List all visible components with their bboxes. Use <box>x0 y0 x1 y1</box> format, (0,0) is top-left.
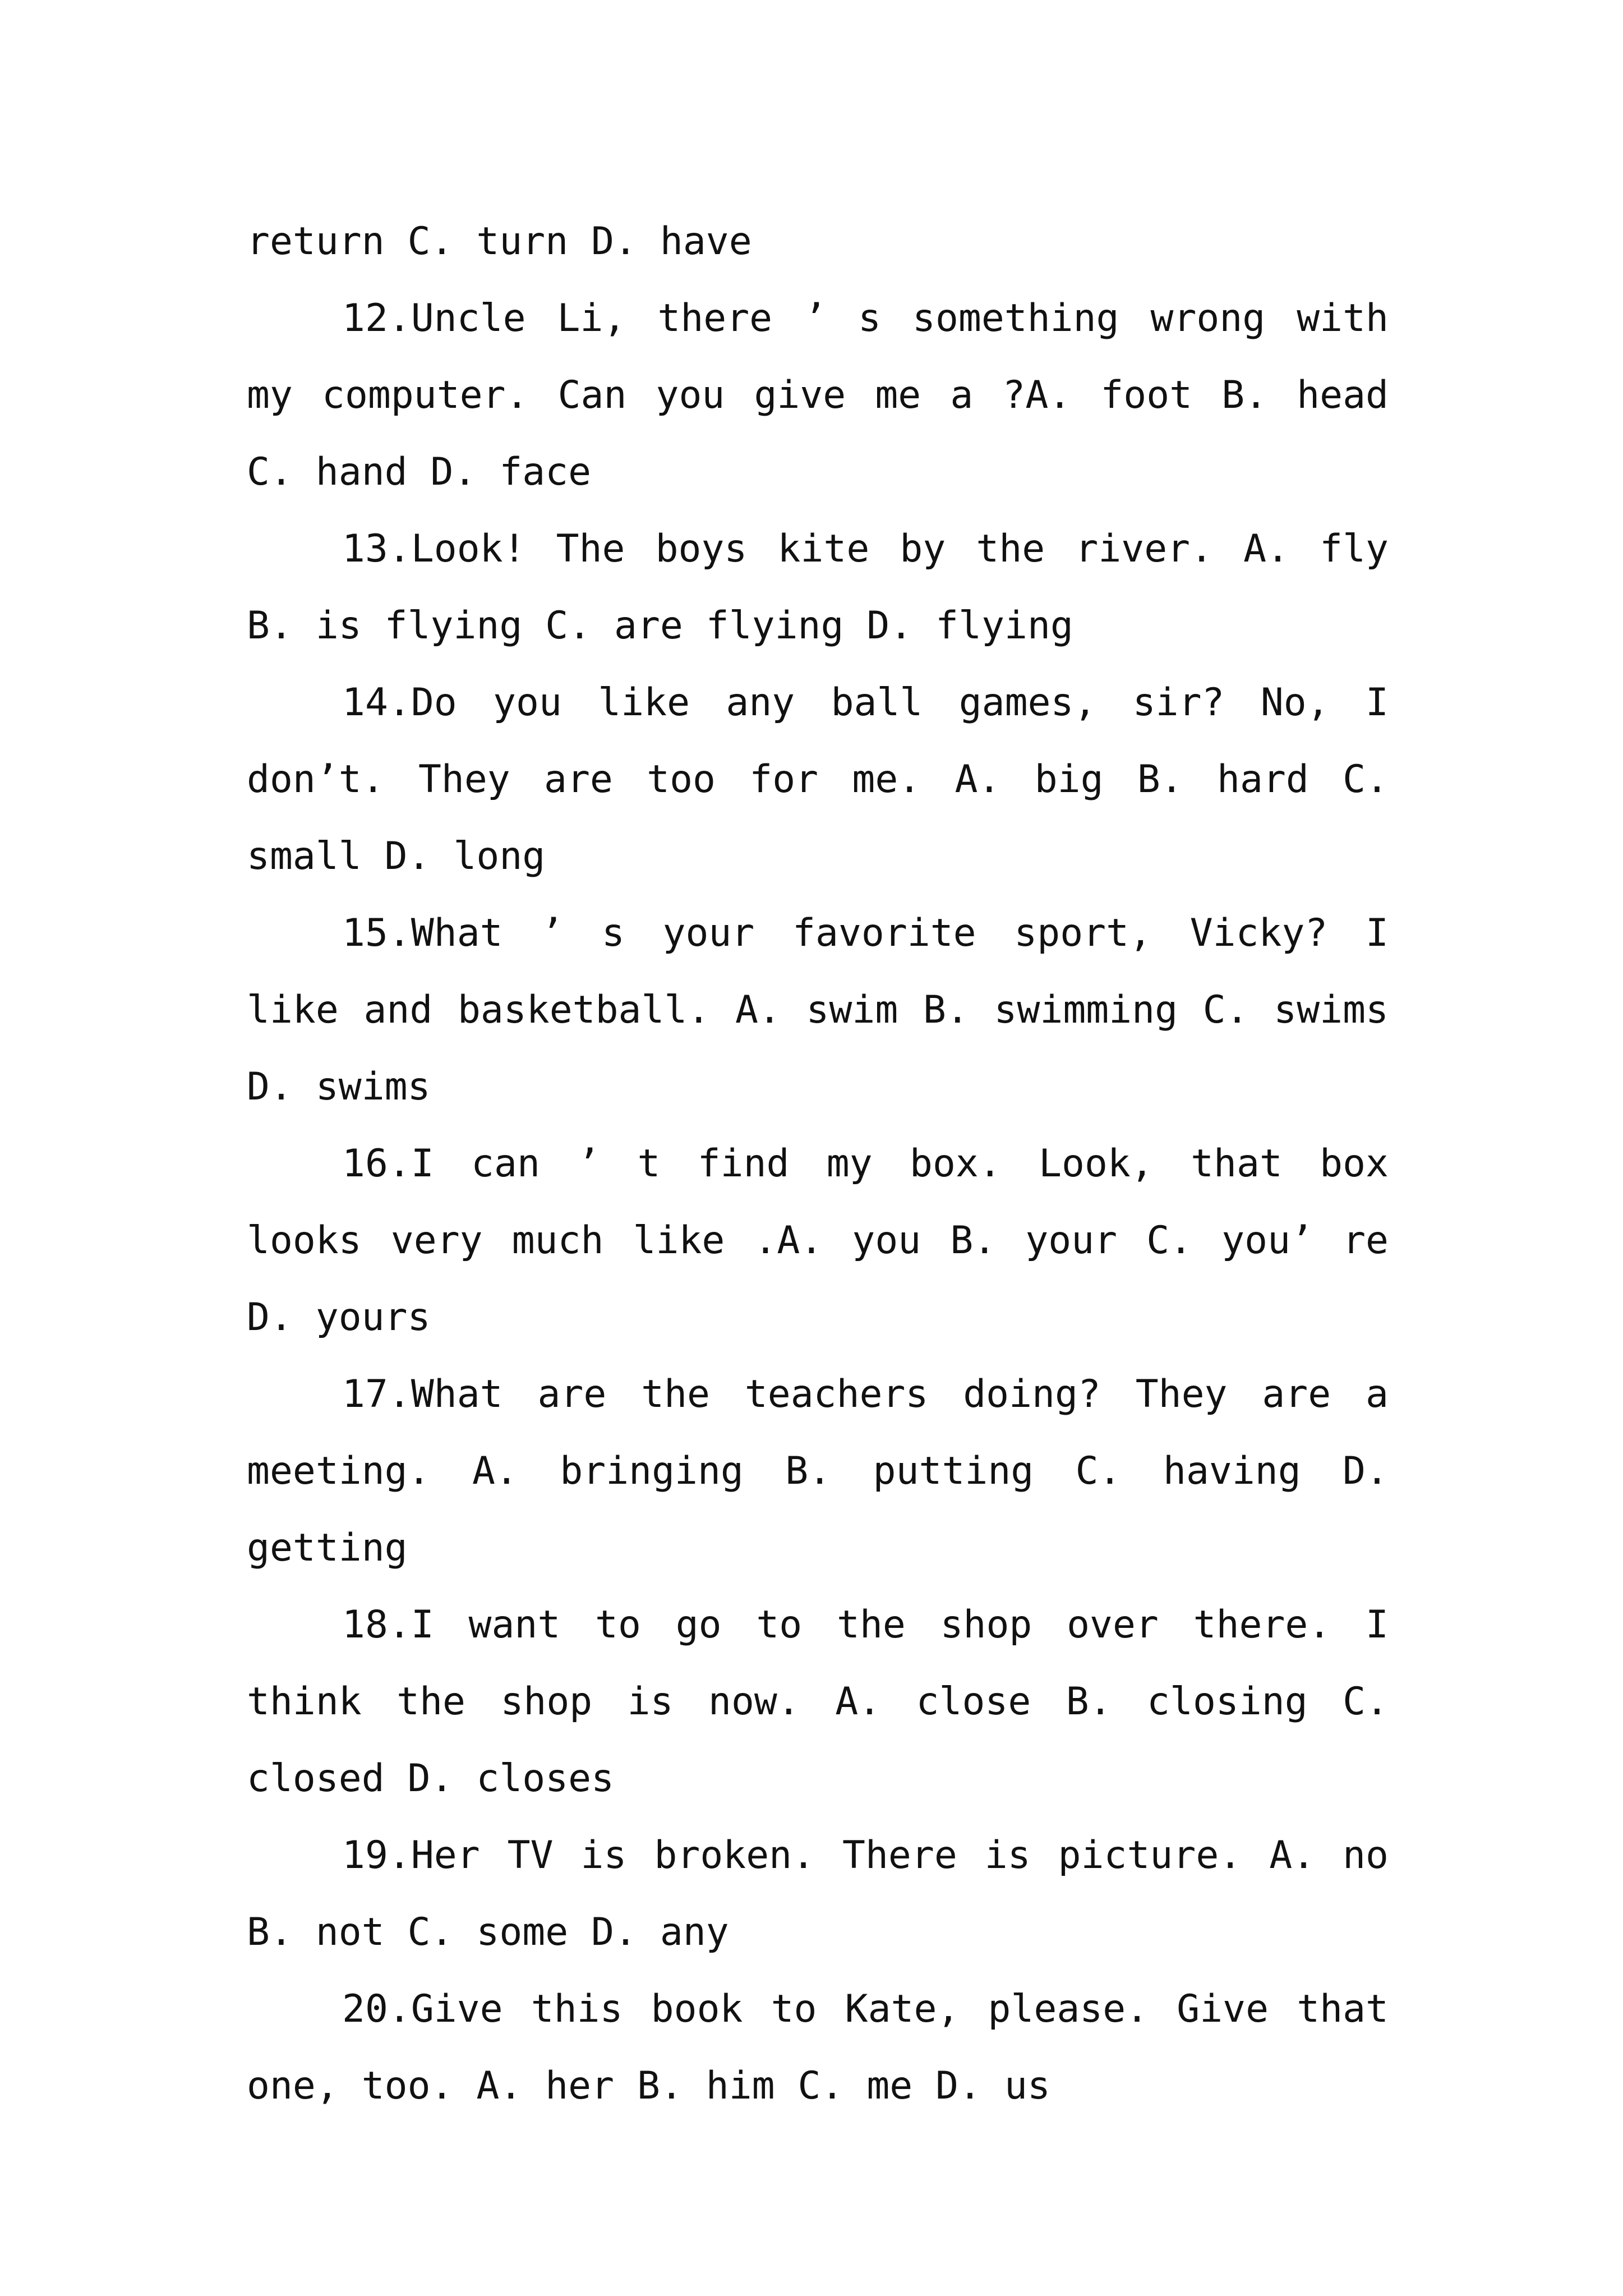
question-16: 16.I can ’ t find my box. Look, that box looks very much like .A. you B. your C. you’ re D. yours <box>247 1142 1389 1340</box>
question-12: 12.Uncle Li, there ’ s something wrong with my computer. Can you give me a ?A. foot B. head C. hand D. face <box>247 296 1389 494</box>
question-17: 17.What are the teachers doing? They are a meeting. A. bringing B. putting C. having D. getting <box>247 1372 1389 1570</box>
continuation-text-q11: return C. turn D. have <box>247 219 752 264</box>
document-page <box>247 203 1389 2124</box>
question-18: 18.I want to go to the shop over there. I think the shop is now. A. close B. closing C. closed D. closes <box>247 1603 1389 1801</box>
question-20: 20.Give this book to Kate, please. Give that one, too. A. her B. him C. me D. us <box>247 1987 1389 2108</box>
question-14: 14.Do you like any ball games, sir? No, I don’t. They are too for me. A. big B. hard C. small D. long <box>247 680 1389 878</box>
question-13: 13.Look! The boys kite by the river. A. fly B. is flying C. are flying D. flying <box>247 527 1389 648</box>
question-15: 15.What ’ s your favorite sport, Vicky? I like and basketball. A. swim B. swimming C. swims D. swims <box>247 911 1389 1109</box>
question-19: 19.Her TV is broken. There is picture. A. no B. not C. some D. any <box>247 1833 1389 1954</box>
